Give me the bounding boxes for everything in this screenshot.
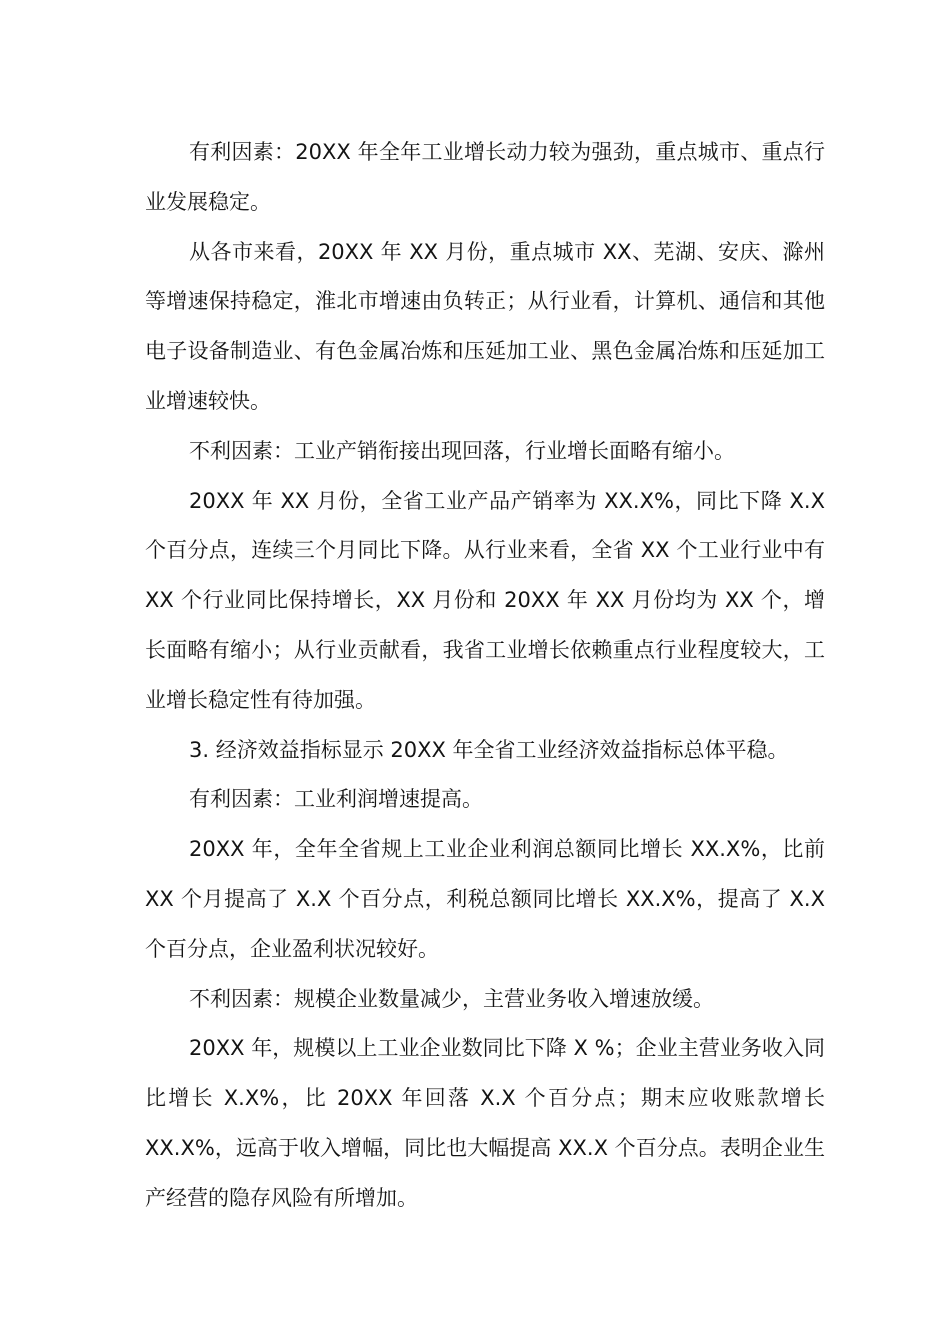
paragraph-enterprise-unfavorable: 不利因素：规模企业数量减少，主营业务收入增速放缓。 <box>189 986 714 1011</box>
paragraph-city-industry-growth: 从各市来看，20XX 年 XX 月份，重点城市 XX、芜湖、安庆、滁州等增速保持稳定，淮北市增速由负转正；从行业看，计算机、通信和其他电子设备制造业、有色金属冶炼和压延加工业、黑色金属冶炼和压延加工业增速较快。 <box>145 239 825 413</box>
paragraph-profit-growth: 20XX 年，全年全省规上工业企业利润总额同比增长 XX.X%，比前 XX 个月提高了 X.X 个百分点，利税总额同比增长 XX.X%，提高了 X.X 个百分点，企业盈利状况较好。 <box>145 837 825 961</box>
paragraph-sales-rate: 20XX 年 XX 月份，全省工业产品产销率为 XX.X%，同比下降 X.X 个百分点，连续三个月同比下降。从行业来看，全省 XX 个工业行业中有 XX 个行业同比保持增长，XX 月份和 20XX 年 XX 月份均为 XX 个，增长面略有缩小；从行业贡献看，我省工业增长依赖重点行业程度较大，工业增长稳定性有待加强。 <box>145 488 825 712</box>
document-body <box>145 128 825 1224</box>
paragraph-profit-favorable: 有利因素：工业利润增速提高。 <box>189 787 483 812</box>
paragraph-section-heading-3: 3. 经济效益指标显示 20XX 年全省工业经济效益指标总体平稳。 <box>189 737 789 762</box>
paragraph-unfavorable-factors: 不利因素：工业产销衔接出现回落，行业增长面略有缩小。 <box>189 438 735 463</box>
paragraph-enterprise-decline: 20XX 年，规模以上工业企业数同比下降 X %；企业主营业务收入同比增长 X.X%，比 20XX 年回落 X.X 个百分点；期末应收账款增长 XX.X%，远高于收入增幅，同比也大幅提高 XX.X 个百分点。表明企业生产经营的隐存风险有所增加。 <box>145 1036 825 1210</box>
paragraph-favorable-factors: 有利因素：20XX 年全年工业增长动力较为强劲，重点城市、重点行业发展稳定。 <box>145 140 825 214</box>
